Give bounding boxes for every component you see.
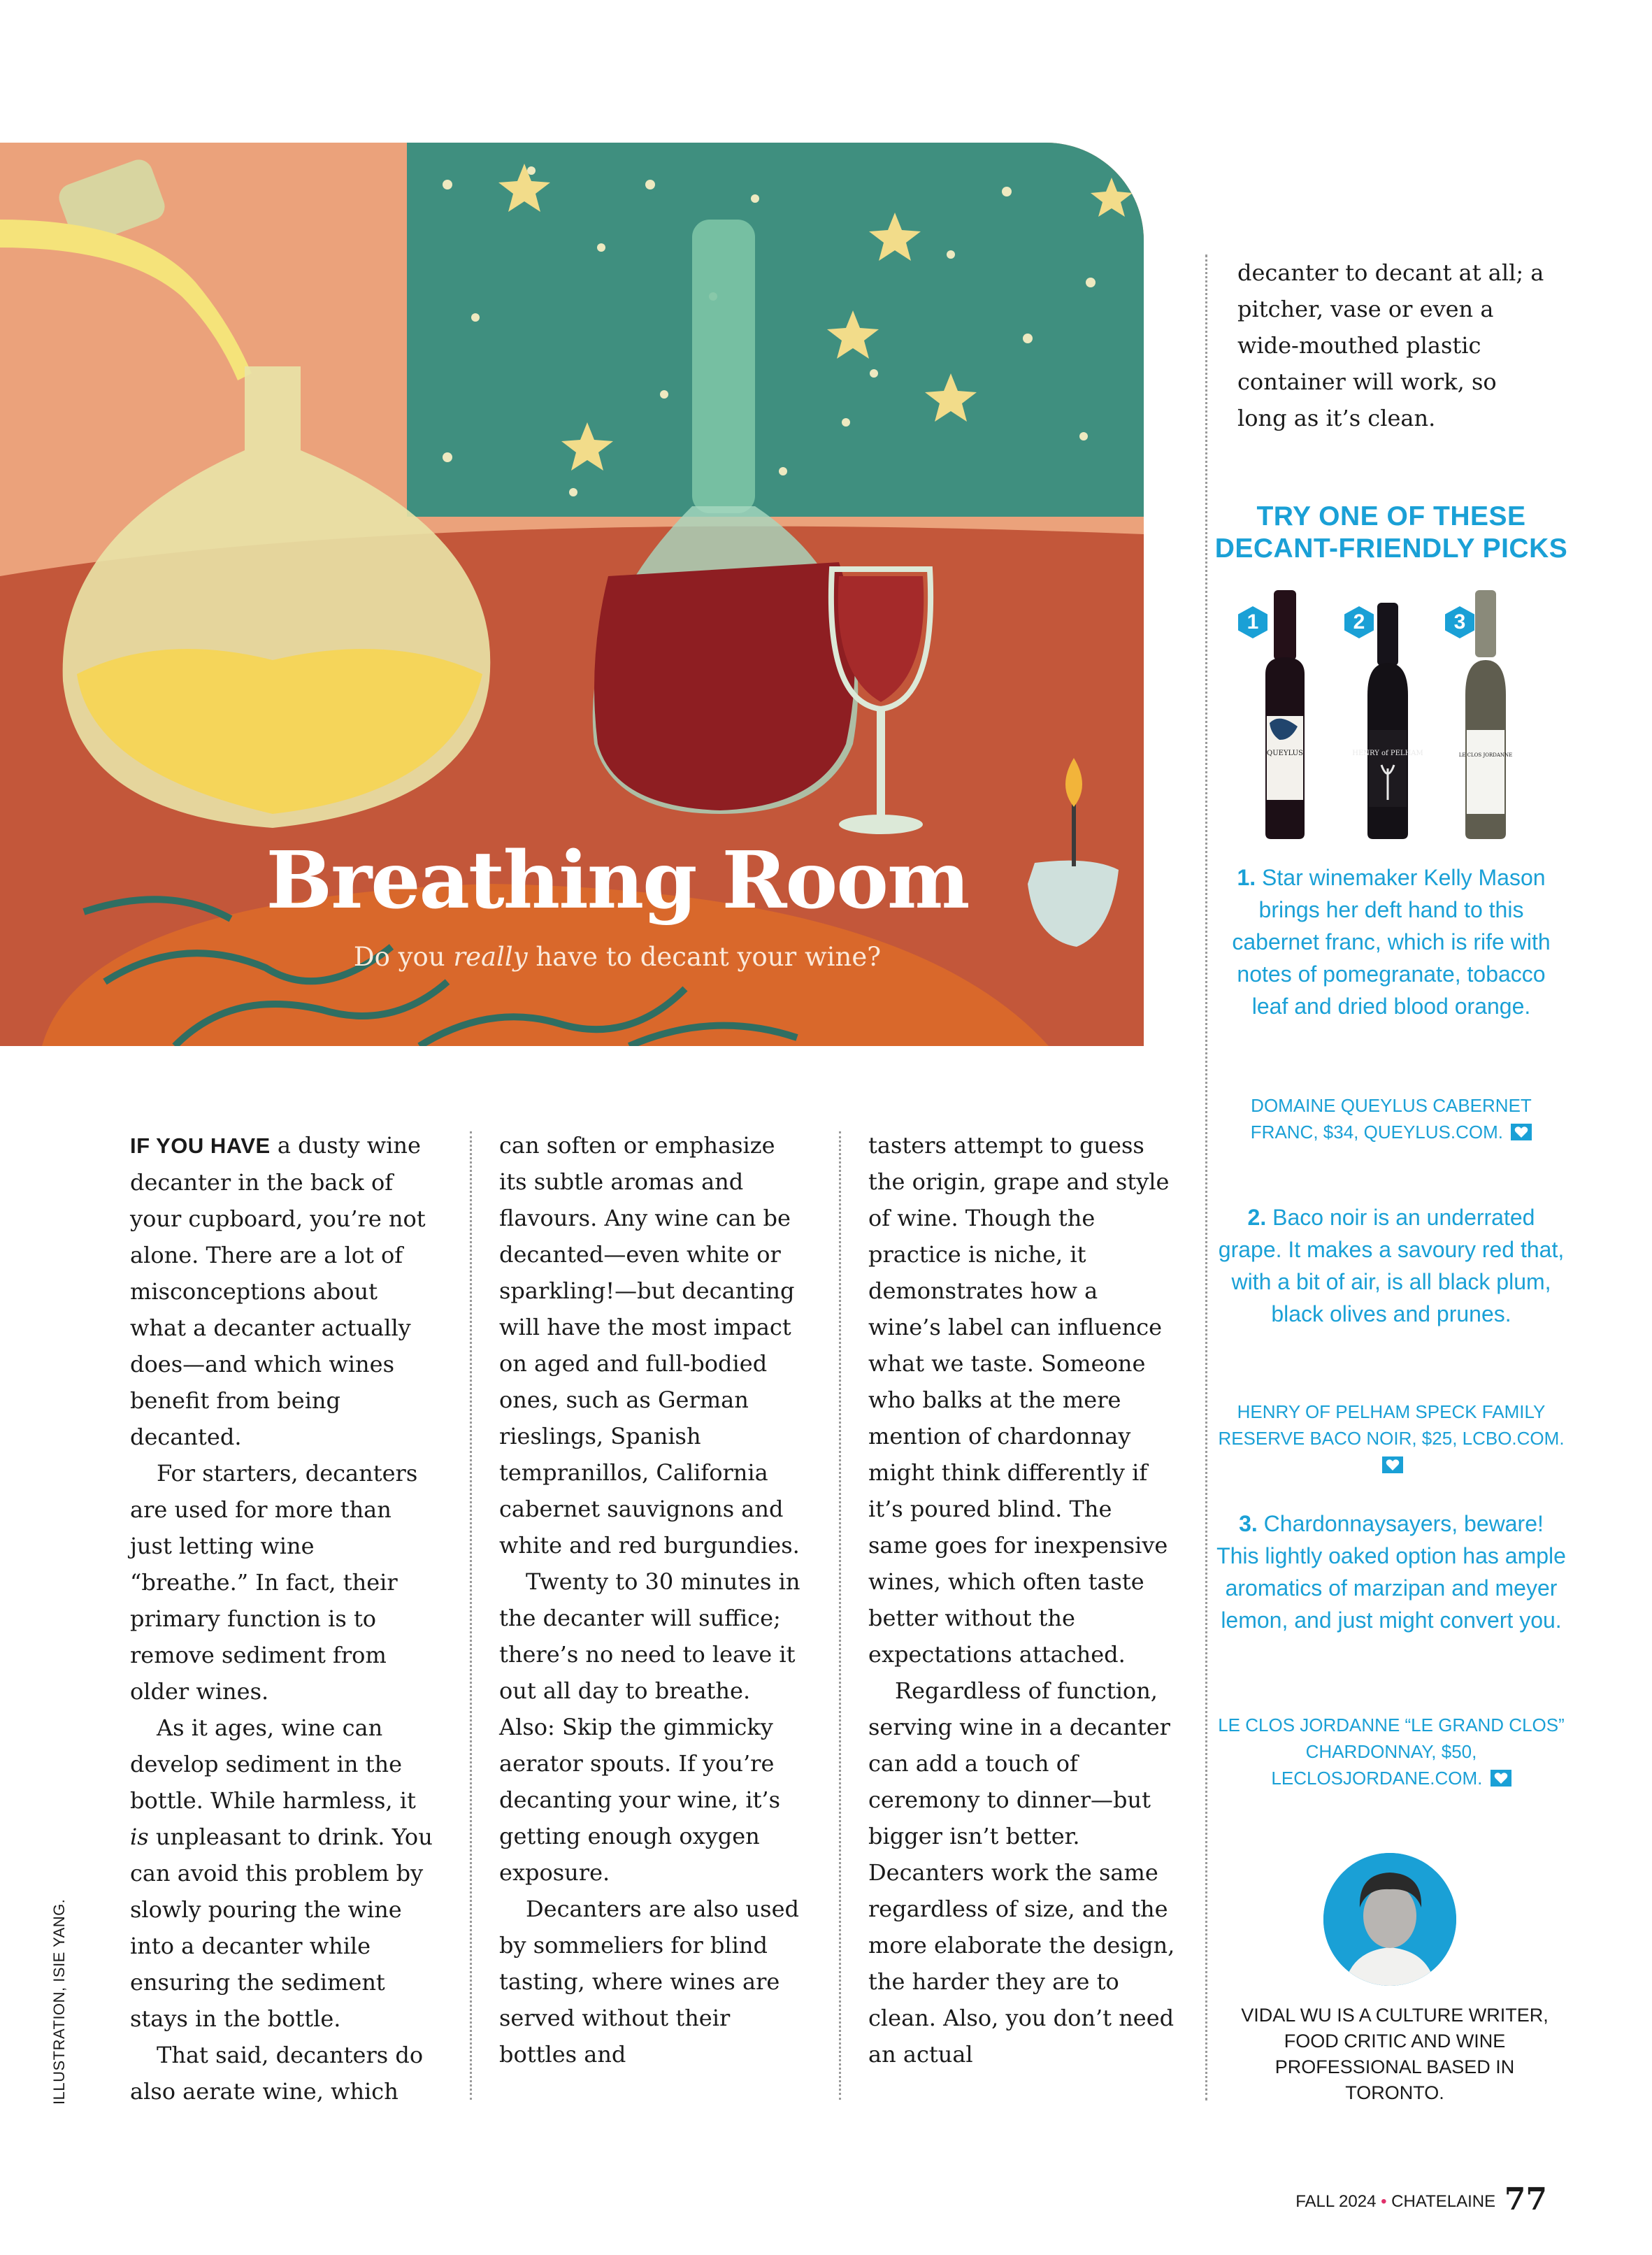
deck-text-1: Do you bbox=[353, 942, 454, 972]
pick-number: 1. bbox=[1237, 865, 1256, 890]
bullet-icon: • bbox=[1381, 2192, 1387, 2211]
body-paragraph: That said, decanters do also aerate wine, which bbox=[130, 2042, 424, 2105]
bottle-label-3: LE CLOS JORDANNE bbox=[1458, 752, 1513, 758]
body-column-4 bbox=[1237, 255, 1545, 436]
pick-badge-2: 2 bbox=[1342, 606, 1376, 639]
author-photo bbox=[1323, 1853, 1456, 1986]
pick-badge-3: 3 bbox=[1443, 606, 1477, 639]
author-bio: VIDAL WU IS A CULTURE WRITER, FOOD CRITIC AND WINE PROFESSIONAL BASED IN TORONTO. bbox=[1241, 2005, 1549, 2103]
pick-2-source bbox=[1216, 1398, 1566, 1478]
body-column-1 bbox=[130, 1127, 438, 2110]
column-divider bbox=[839, 1131, 841, 2100]
pick-source-text: HENRY OF PELHAM SPECK FAMILY RESERVE BACO NOIR, $25, LCBO.COM. bbox=[1218, 1401, 1565, 1449]
pick-number: 2. bbox=[1247, 1205, 1267, 1230]
hero-illustration bbox=[0, 143, 1144, 1046]
paragraph-text: a dusty wine decanter in the back of your cupboard, you’re not alone. There are a lot of misconceptions about what a decanter actually does—and which wines benefit from being decanted. bbox=[130, 1132, 426, 1450]
pick-text: Star winemaker Kelly Mason brings her deft hand to this cabernet franc, which is rife with notes of pomegranate, tobacco leaf and dried blood orange. bbox=[1232, 865, 1551, 1019]
sidebar-divider bbox=[1205, 255, 1207, 2100]
pick-text: Baco noir is an underrated grape. It makes a savoury red that, with a bit of air, is all black plum, black olives and prunes. bbox=[1218, 1205, 1565, 1326]
column-divider bbox=[470, 1131, 472, 2100]
body-paragraph bbox=[130, 1710, 438, 2037]
pick-1-source bbox=[1216, 1092, 1566, 1145]
page-folio bbox=[1295, 2182, 1547, 2217]
pick-text: Chardonnaysayers, beware! This lightly oaked option has ample aromatics of marzipan and meyer lemon, and just might convert you. bbox=[1216, 1511, 1566, 1633]
folio-magazine: CHATELAINE bbox=[1391, 2192, 1496, 2211]
emphasis-text: is bbox=[130, 1824, 149, 1850]
body-paragraph: Decanters are also used by sommeliers for blind tasting, where wines are served without their bottles and bbox=[499, 1896, 799, 2068]
page-number: 77 bbox=[1504, 2182, 1547, 2217]
heart-icon bbox=[1382, 1456, 1403, 1473]
heart-icon bbox=[1511, 1124, 1532, 1140]
body-paragraph: Twenty to 30 minutes in the decanter will suffice; there’s no need to leave it out all day to breathe. Also: Skip the gimmicky aerator spouts. If you’re decanting your wine, it’s getting enough oxygen exposure. bbox=[499, 1568, 800, 1886]
bottles-image bbox=[1230, 590, 1559, 842]
pick-2-description bbox=[1216, 1201, 1566, 1330]
bottle-label-2: HENRY of PELHAM bbox=[1352, 750, 1423, 757]
author-avatar bbox=[1323, 1853, 1456, 1986]
body-column-2 bbox=[499, 1127, 807, 2073]
pick-source-text: DOMAINE QUEYLUS CABERNET FRANC, $34, QUEYLUS.COM. bbox=[1250, 1095, 1532, 1143]
lead-in: IF YOU HAVE bbox=[130, 1133, 271, 1158]
body-paragraph: decanter to decant at all; a pitcher, vase or even a wide-mouthed plastic container will work, so long as it’s clean. bbox=[1237, 259, 1544, 431]
deck-emphasis: really bbox=[453, 942, 528, 972]
body-column-3 bbox=[868, 1127, 1176, 2073]
body-paragraph: tasters attempt to guess the origin, grape and style of wine. Though the practice is niche, it demonstrates how a wine’s label can influence what we taste. Someone who balks at the mere mention of chardonnay might think differently if it’s poured blind. The same goes for inexpensive wines, which often taste better without the expectations attached. bbox=[868, 1132, 1170, 1668]
body-paragraph bbox=[130, 1127, 438, 1455]
illustration-credit: ILLUSTRATION, ISIE YANG. bbox=[50, 1898, 68, 2105]
folio-issue: FALL 2024 bbox=[1295, 2192, 1377, 2211]
body-paragraph: For starters, decanters are used for more than just letting wine “breathe.” In fact, their primary function is to remove sediment from older wines. bbox=[130, 1460, 418, 1705]
picks-heading-line: DECANT-FRIENDLY PICKS bbox=[1214, 534, 1568, 564]
picks-heading bbox=[1209, 501, 1573, 565]
deck-text-2: have to decant your wine? bbox=[527, 942, 882, 972]
body-paragraph: Regardless of function, serving wine in a decanter can add a touch of ceremony to dinner—but bigger isn’t better. Decanters work the same regardless of size, and the more elaborate the design, the harder they are to clean. Also, you don’t need an actual bbox=[868, 1677, 1175, 2068]
pick-source-text: LE CLOS JORDANNE “LE GRAND CLOS” CHARDONNAY, $50, LECLOSJORDANE.COM. bbox=[1218, 1714, 1565, 1789]
pick-3-description bbox=[1216, 1508, 1566, 1636]
article-deck bbox=[0, 942, 1144, 972]
bottle-label-1: QUEYLUS bbox=[1267, 750, 1303, 757]
pick-1-description bbox=[1216, 861, 1566, 1022]
paragraph-text: As it ages, wine can develop sediment in the bottle. While harmless, it bbox=[130, 1714, 416, 1814]
article-title: Breathing Room bbox=[266, 835, 969, 926]
pick-number: 3. bbox=[1239, 1511, 1258, 1536]
pick-badge-1: 1 bbox=[1236, 606, 1270, 639]
picks-heading-line: TRY ONE OF THESE bbox=[1256, 501, 1526, 531]
paragraph-text: unpleasant to drink. You can avoid this problem by slowly pouring the wine into a decanter while ensuring the sediment stays in the bottle. bbox=[130, 1824, 433, 2032]
pick-3-source bbox=[1216, 1712, 1566, 1791]
heart-icon bbox=[1491, 1770, 1511, 1787]
body-paragraph: can soften or emphasize its subtle aromas and flavours. Any wine can be decanted—even white or sparkling!—but decanting will have the most impact on aged and full-bodied ones, such as German rieslings, Spanish tempranillos, California cabernet sauvignons and white and red burgundies. bbox=[499, 1132, 800, 1559]
wine-bottles-photo bbox=[1230, 590, 1559, 842]
